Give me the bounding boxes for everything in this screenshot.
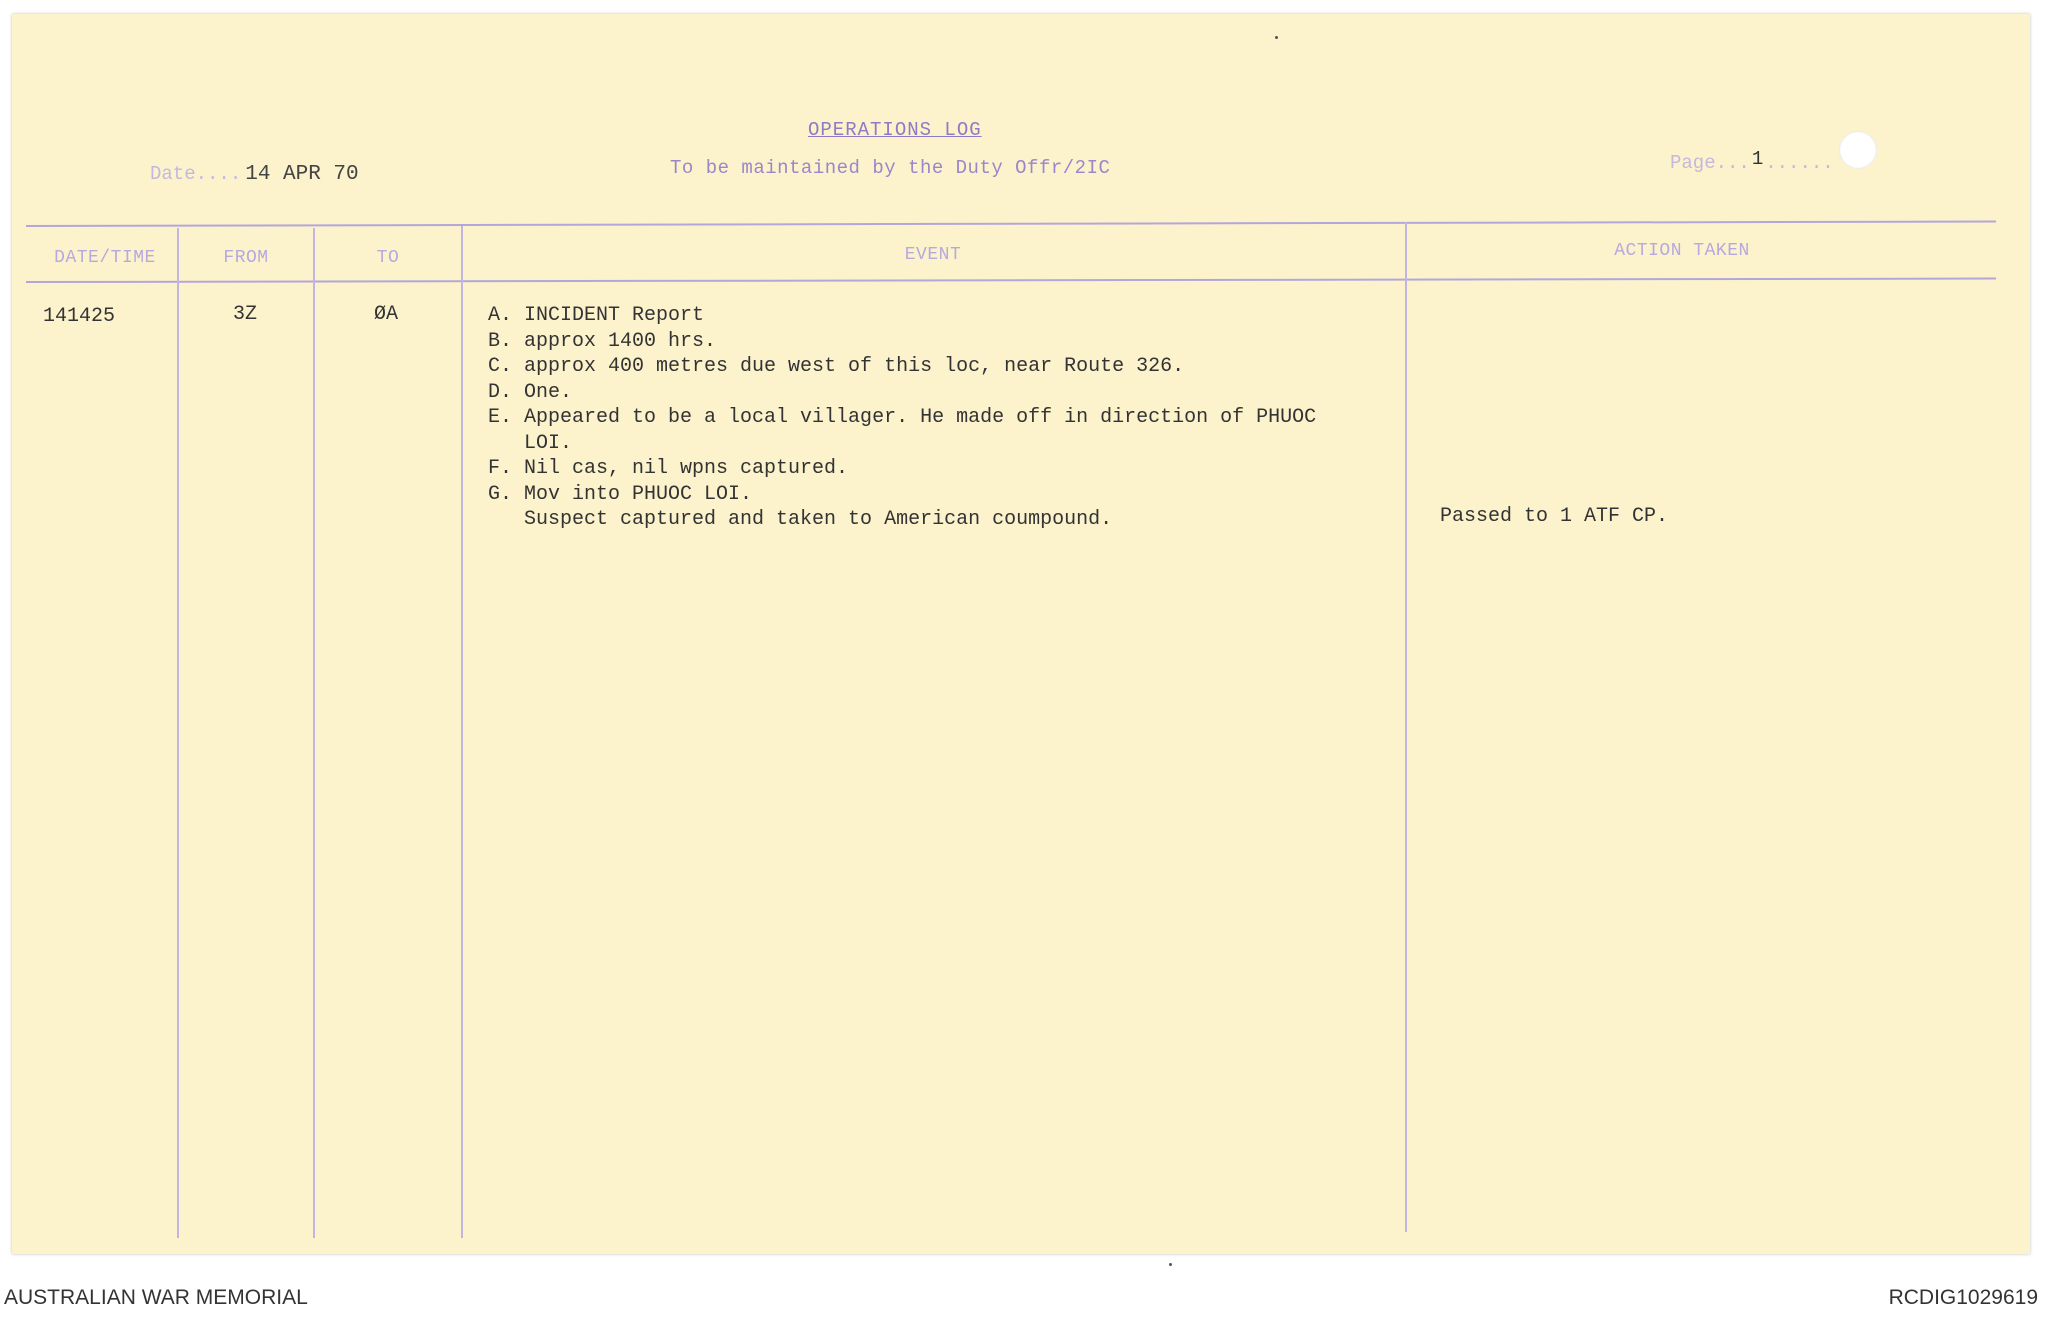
cell-to: ØA	[374, 303, 399, 326]
event-line: B. approx 1400 hrs.	[488, 329, 717, 353]
log-subtitle: To be maintained by the Duty Offr/2IC	[670, 157, 1111, 179]
event-line: C. approx 400 metres due west of this loc, near Route 326.	[488, 355, 1185, 378]
column-header-from: FROM	[223, 248, 269, 268]
date-value: 14 APR 70	[245, 163, 359, 186]
cell-event	[488, 303, 1316, 533]
log-title: OPERATIONS LOG	[808, 119, 982, 141]
date-field	[150, 163, 359, 186]
footer-id: RCDIG1029619	[1888, 1286, 2038, 1309]
paper-speck	[1169, 1263, 1172, 1266]
event-line: G. Mov into PHUOC LOI.	[488, 482, 753, 506]
page-dots: ......	[1765, 152, 1834, 174]
event-line: Suspect captured and taken to American coumpound.	[488, 508, 1113, 531]
event-line: F. Nil cas, nil wpns captured.	[488, 457, 849, 480]
event-line: D. One.	[488, 380, 573, 404]
cell-datetime: 141425	[43, 305, 116, 328]
column-header-event: EVENT	[904, 245, 962, 265]
event-line: A. INCIDENT Report	[488, 304, 705, 327]
punch-hole	[1839, 131, 1877, 169]
event-line: E. Appeared to be a local villager. He made off in direction of PHUOC	[488, 406, 1317, 429]
page-field	[1670, 148, 1834, 174]
footer-source: AUSTRALIAN WAR MEMORIAL	[4, 1286, 308, 1309]
page-label: Page...	[1670, 152, 1750, 174]
column-header-to: TO	[376, 248, 400, 268]
column-divider	[313, 228, 315, 1238]
column-header-datetime: DATE/TIME	[54, 248, 156, 268]
cell-action: Passed to 1 ATF CP.	[1440, 505, 1669, 528]
cell-from: 3Z	[233, 303, 258, 326]
event-line: LOI.	[488, 431, 573, 455]
column-divider	[1405, 222, 1407, 1232]
column-divider	[461, 226, 463, 1238]
date-label: Date....	[150, 163, 242, 185]
column-header-action: ACTION TAKEN	[1614, 241, 1750, 261]
page-number: 1	[1751, 148, 1764, 170]
column-divider	[177, 228, 179, 1238]
paper-speck	[1275, 36, 1278, 39]
